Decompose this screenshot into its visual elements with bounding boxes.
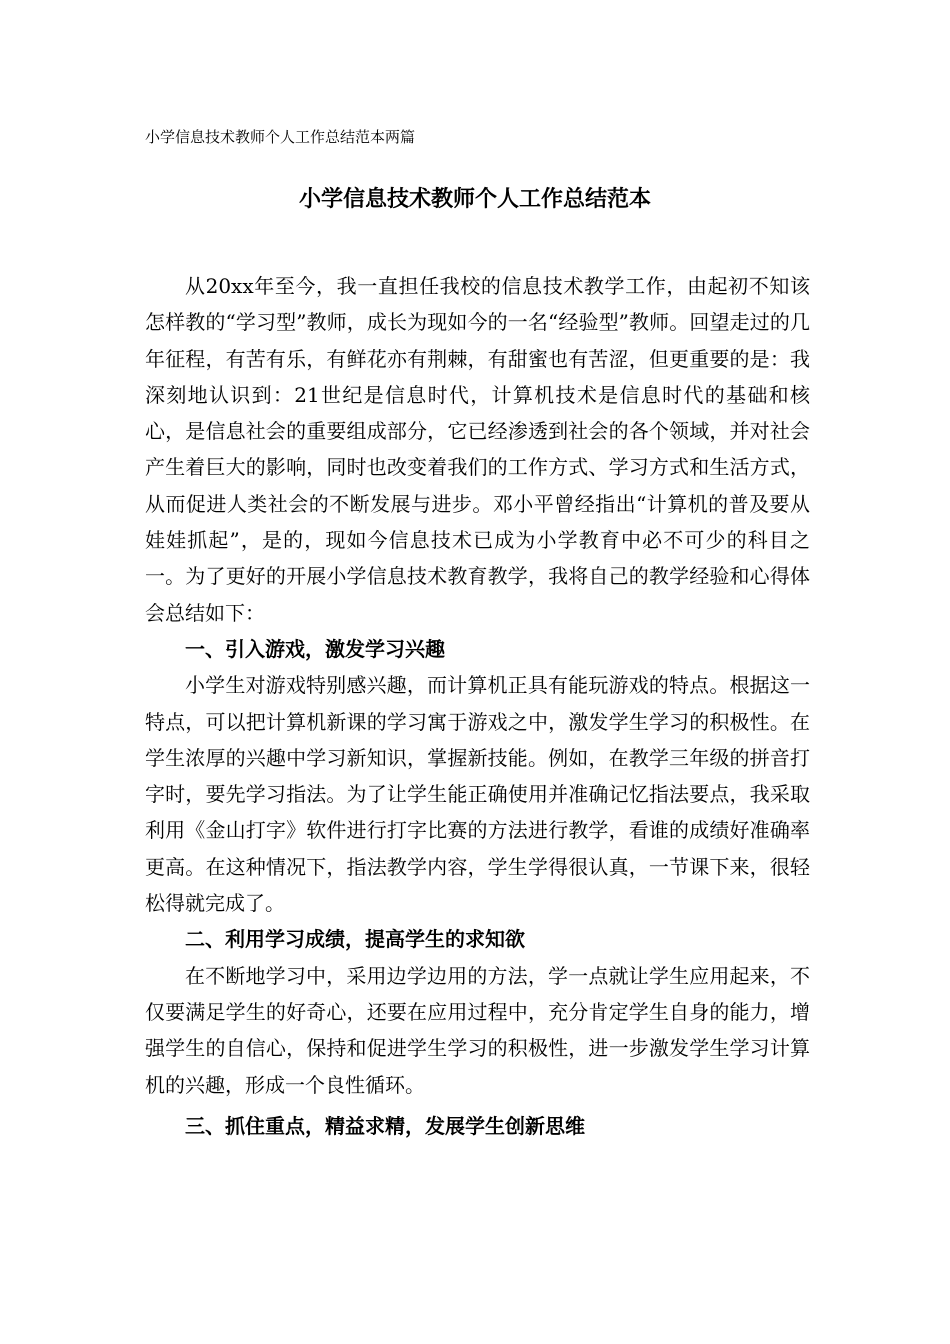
- running-header: 小学信息技术教师个人工作总结范本两篇: [145, 128, 416, 146]
- document-title: 小学信息技术教师个人工作总结范本: [298, 187, 651, 212]
- section-heading-1: 一、引入游戏，激发学习兴趣: [185, 636, 445, 661]
- section-paragraph-2: 在不断地学习中，采用边学边用的方法，学一点就让学生应用起来，不仅要满足学生的好奇心，还要在应用过程中，充分肯定学生自身的能力，增强学生的自信心，保持和促进学生学习的积极性，进一步激发学生学习计算机的兴趣，形成一个良性循环。: [145, 963, 810, 1097]
- intro-paragraph: 从20xx年至今，我一直担任我校的信息技术教学工作，由起初不知该怎样教的“学习型”教师，成长为现如今的一名“经验型”教师。回望走过的几年征程，有苦有乐，有鲜花亦有荆棘，有甜蜜也有苦涩，但更重要的是：我深刻地认识到：21世纪是信息时代，计算机技术是信息时代的基础和核心，是信息社会的重要组成部分，它已经渗透到社会的各个领域，并对社会产生着巨大的影响，同时也改变着我们的工作方式、学习方式和生活方式，从而促进人类社会的不断发展与进步。邓小平曾经指出“计算机的普及要从娃娃抓起”，是的，现如今信息技术已成为小学教育中必不可少的科目之一。为了更好的开展小学信息技术教育教学，我将自己的教学经验和心得体会总结如下：: [145, 274, 810, 625]
- section-paragraph-1: 小学生对游戏特别感兴趣，而计算机正具有能玩游戏的特点。根据这一特点，可以把计算机新课的学习寓于游戏之中，激发学生学习的积极性。在学生浓厚的兴趣中学习新知识，掌握新技能。例如，在教学三年级的拼音打字时，要先学习指法。为了让学生能正确使用并准确记忆指法要点，我采取利用《金山打字》软件进行打字比赛的方法进行教学，看谁的成绩好准确率更高。在这种情况下，指法教学内容，学生学得很认真，一节课下来，很轻松得就完成了。: [145, 673, 810, 916]
- document-body: [145, 268, 810, 1144]
- section-heading-2: 二、利用学习成绩，提高学生的求知欲: [185, 927, 525, 952]
- section-heading-3: 三、抓住重点，精益求精，发展学生创新思维: [185, 1113, 585, 1138]
